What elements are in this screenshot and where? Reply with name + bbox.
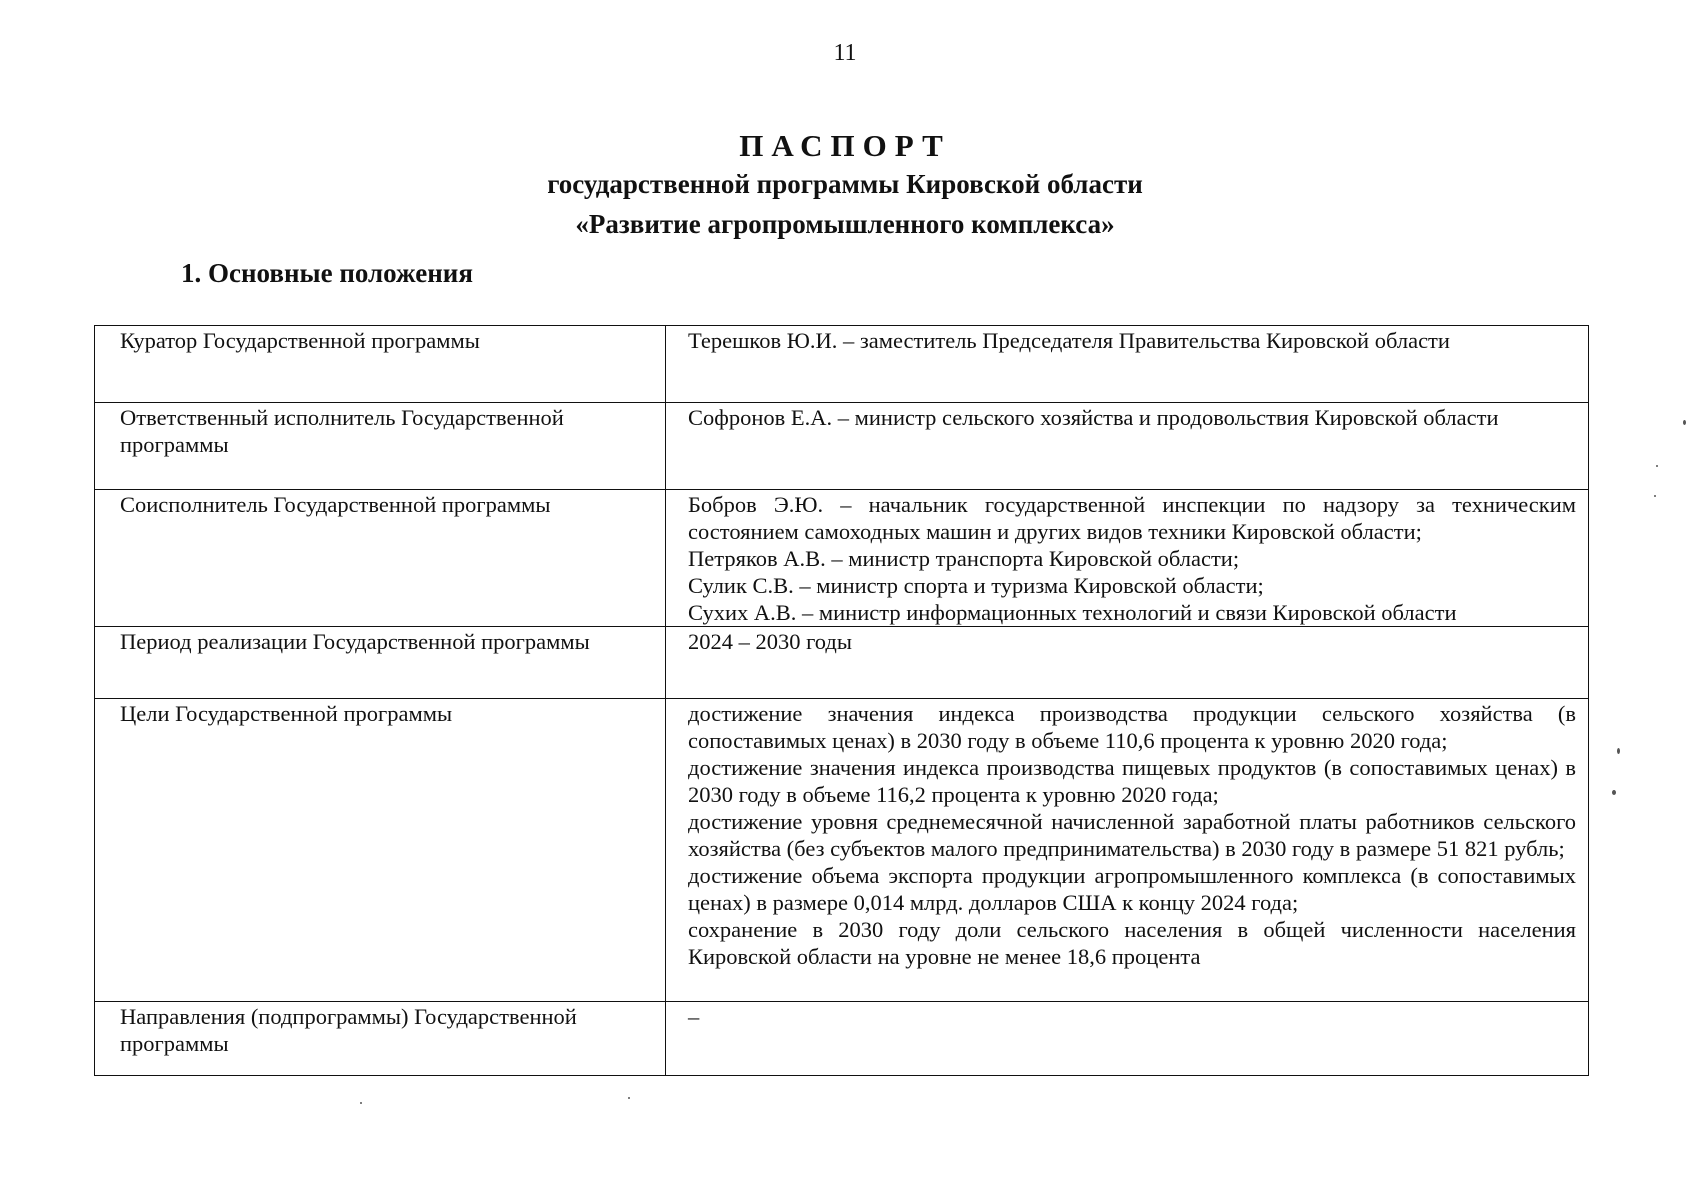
row-value-curator — [666, 326, 1589, 403]
table-row-responsible-executor — [95, 403, 1589, 490]
value-line: сохранение в 2030 году доли сельского населения в общей численности населения Кировской области на уровне не менее 18,6 процента — [688, 917, 1576, 969]
scan-speck — [628, 1097, 630, 1099]
value-line: Петряков А.В. – министр транспорта Кировской области; — [688, 546, 1240, 571]
value-line: достижение объема экспорта продукции агропромышленного комплекса (в сопоставимых ценах) в размере 0,014 млрд. долларов США к концу 2024 года; — [688, 863, 1576, 915]
value-line: Бобров Э.Ю. – начальник государственной инспекции по надзору за техническим состоянием самоходных машин и других видов техники Кировской области; — [688, 492, 1576, 544]
row-value-responsible-executor — [666, 403, 1589, 490]
value-line: 2024 – 2030 годы — [688, 629, 852, 654]
row-label-period: Период реализации Государственной программы — [95, 627, 666, 699]
table-row-curator — [95, 326, 1589, 403]
document-subtitle-program: государственной программы Кировской области — [547, 169, 1143, 199]
value-line: достижение уровня среднемесячной начисленной заработной платы работников сельского хозяйства (без субъектов малого предпринимательства) в 2030 году в размере 51 821 рубль; — [688, 809, 1576, 861]
scan-speck — [1612, 790, 1616, 795]
row-label-co-executor: Соисполнитель Государственной программы — [95, 490, 666, 627]
value-line: достижение значения индекса производства продукции сельского хозяйства (в сопоставимых ценах) в 2030 году в объеме 110,6 процента к уровню 2020 года; — [688, 701, 1576, 753]
value-line: Терешков Ю.И. – заместитель Председателя Правительства Кировской области — [688, 328, 1450, 353]
page-number: 11 — [833, 40, 857, 66]
section-heading: 1. Основные положения — [181, 258, 473, 288]
scan-speck — [1617, 748, 1620, 754]
row-label-responsible-executor: Ответственный исполнитель Государственной программы — [95, 403, 666, 490]
passport-table — [94, 325, 1589, 1076]
row-label-directions: Направления (подпрограммы) Государственной программы — [95, 1002, 666, 1076]
document-subtitle-name: «Развитие агропромышленного комплекса» — [575, 209, 1115, 239]
row-value-co-executor — [666, 490, 1589, 627]
scan-speck — [1654, 495, 1656, 497]
row-value-directions — [666, 1002, 1589, 1076]
document-title: ПАСПОРТ — [739, 128, 951, 163]
table-row-co-executor — [95, 490, 1589, 627]
row-value-goals — [666, 699, 1589, 1002]
scan-speck — [360, 1102, 362, 1104]
row-value-period — [666, 627, 1589, 699]
table-row-period — [95, 627, 1589, 699]
scan-speck — [1683, 420, 1686, 425]
value-line: – — [688, 1004, 700, 1029]
row-label-goals: Цели Государственной программы — [95, 699, 666, 1002]
table-row-goals — [95, 699, 1589, 1002]
table-row-directions — [95, 1002, 1589, 1076]
document-title-block — [0, 128, 1690, 244]
value-line: Сухих А.В. – министр информационных технологий и связи Кировской области — [688, 600, 1457, 625]
value-line: Сулик С.В. – министр спорта и туризма Кировской области; — [688, 573, 1264, 598]
value-line: Софронов Е.А. – министр сельского хозяйства и продовольствия Кировской области — [688, 405, 1499, 430]
value-line: достижение значения индекса производства пищевых продуктов (в сопоставимых ценах) в 2030 году в объеме 116,2 процента к уровню 2020 года; — [688, 755, 1576, 807]
scan-speck — [1656, 465, 1658, 467]
row-label-curator: Куратор Государственной программы — [95, 326, 666, 403]
